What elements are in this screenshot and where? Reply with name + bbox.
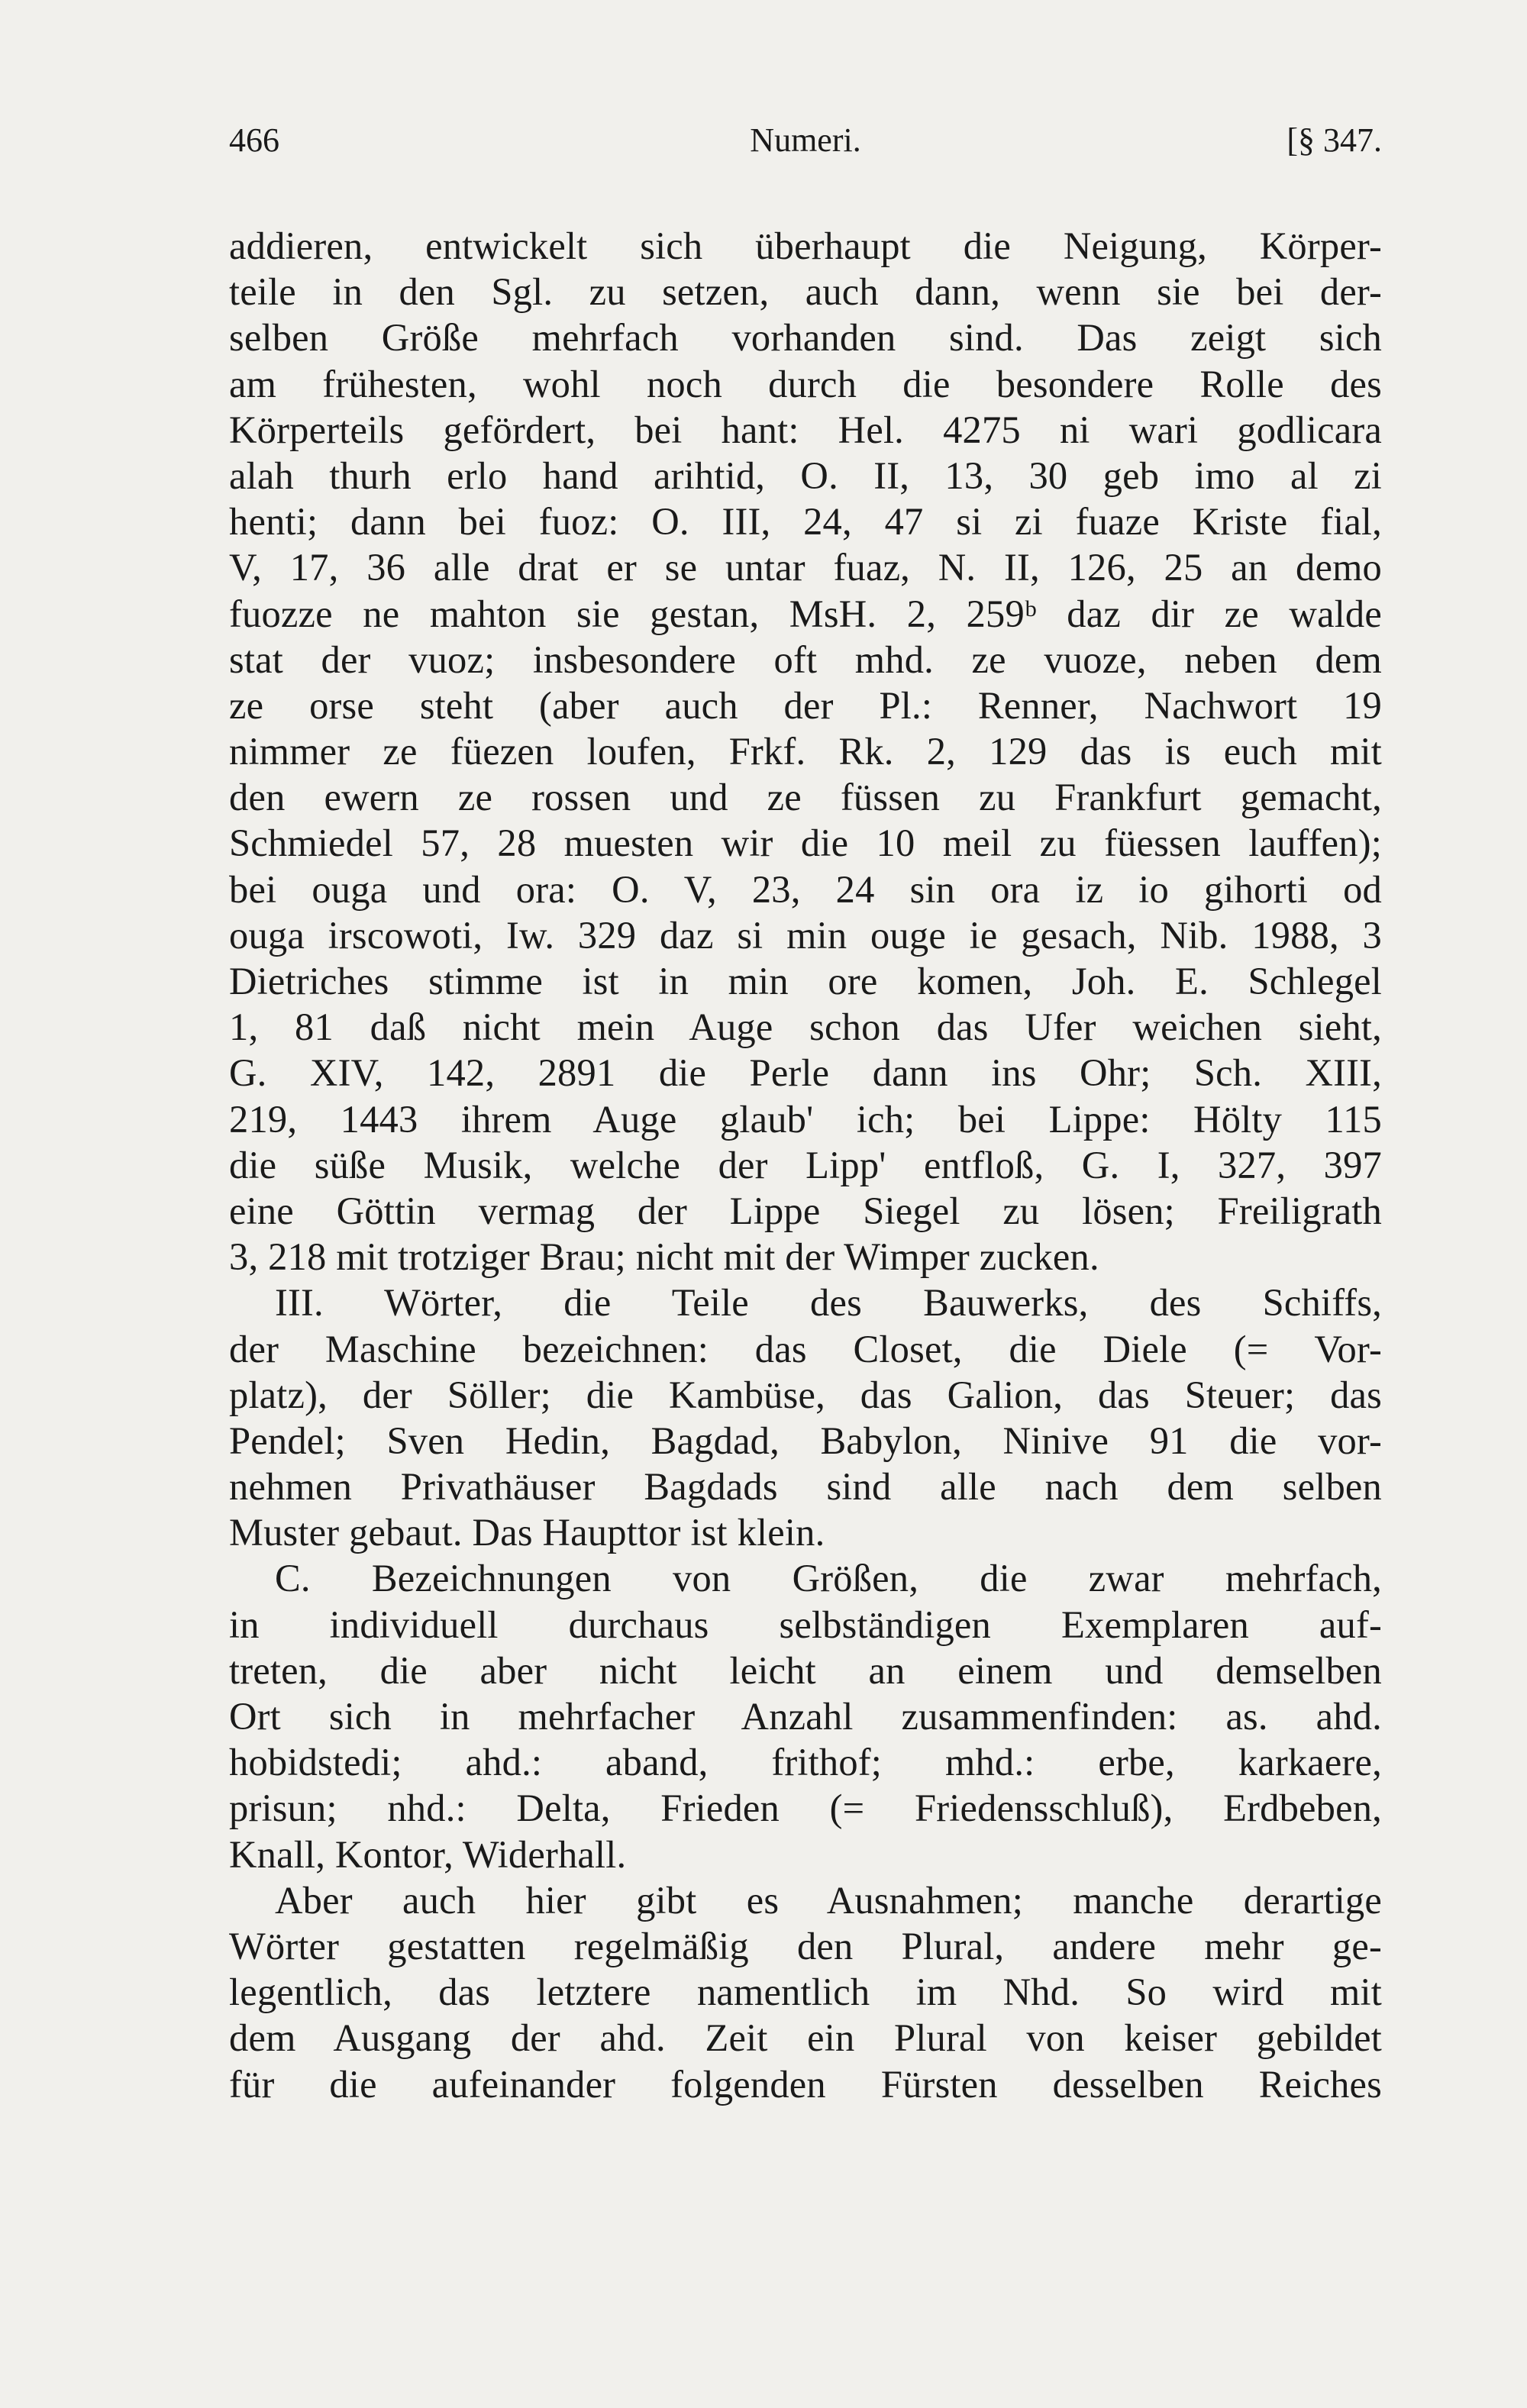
text-line: teile in den Sgl. zu setzen, auch dann, wenn sie bei der-	[229, 270, 1382, 314]
text-line: Dietriches stimme ist in min ore komen, Joh. E. Schlegel	[229, 960, 1382, 1002]
running-title: Numeri.	[750, 121, 861, 159]
text-line: für die aufeinander folgenden Fürsten desselben Reiches	[229, 2062, 1382, 2106]
text-line: Ort sich in mehrfacher Anzahl zusammenfinden: as. ahd.	[229, 1695, 1382, 1738]
text-line: Körperteils gefördert, bei hant: Hel. 4275 ni wari godlicara	[229, 408, 1382, 451]
text-line: addieren, entwickelt sich überhaupt die Neigung, Körper-	[229, 224, 1382, 267]
text-line: Aber auch hier gibt es Ausnahmen; manche derartige	[275, 1878, 1382, 1922]
text-line: G. XIV, 142, 2891 die Perle dann ins Ohr; Sch. XIII,	[229, 1051, 1382, 1095]
text-line: stat der vuoz; insbesondere oft mhd. ze vuoze, neben dem	[229, 638, 1382, 681]
text-line: nimmer ze füezen loufen, Frkf. Rk. 2, 129 das is euch mit	[229, 730, 1382, 773]
text-line: nehmen Privathäuser Bagdads sind alle nach dem selben	[229, 1465, 1382, 1509]
text-line: legentlich, das letztere namentlich im Nhd. So wird mit	[229, 1971, 1382, 2014]
text-line: treten, die aber nicht leicht an einem und demselben	[229, 1648, 1382, 1692]
text-line: Muster gebaut. Das Haupttor ist klein.	[229, 1511, 825, 1554]
text-line: V, 17, 36 alle drat er se untar fuaz, N. II, 126, 25 an demo	[229, 546, 1382, 589]
text-line: prisun; nhd.: Delta, Frieden (= Friedensschluß), Erdbeben,	[229, 1787, 1382, 1830]
text-line: den ewern ze rossen und ze füssen zu Frankfurt gemacht,	[229, 776, 1382, 819]
text-line: selben Größe mehrfach vorhanden sind. Das zeigt sich	[229, 316, 1382, 360]
text-line: der Maschine bezeichnen: das Closet, die Diele (= Vor-	[229, 1327, 1382, 1370]
text-line: eine Göttin vermag der Lippe Siegel zu lösen; Freiligrath	[229, 1189, 1382, 1232]
text-line: in individuell durchaus selbständigen Exemplaren auf-	[229, 1603, 1382, 1646]
text-line: 3, 218 mit trotziger Brau; nicht mit der Wimper zucken.	[229, 1235, 1099, 1279]
text-line: III. Wörter, die Teile des Bauwerks, des Schiffs,	[275, 1281, 1382, 1325]
text-line: henti; dann bei fuoz: O. III, 24, 47 si zi fuaze Kriste fial,	[229, 500, 1382, 544]
text-line: Pendel; Sven Hedin, Bagdad, Babylon, Ninive 91 die vor-	[229, 1419, 1382, 1462]
page-number: 466	[229, 121, 279, 159]
text-line: alah thurh erlo hand arihtid, O. II, 13, 30 geb imo al zi	[229, 454, 1382, 497]
page	[229, 107, 1382, 2107]
text-line: ouga irscowoti, Iw. 329 daz si min ouge ie gesach, Nib. 1988, 3	[229, 913, 1382, 957]
text-line: 1, 81 daß nicht mein Auge schon das Ufer weichen sieht,	[229, 1005, 1382, 1049]
text-line: bei ouga und ora: O. V, 23, 24 sin ora iz io gihorti od	[229, 867, 1382, 911]
text-line: die süße Musik, welche der Lipp' entfloß, G. I, 327, 397	[229, 1143, 1382, 1186]
text-line: dem Ausgang der ahd. Zeit ein Plural von keiser gebildet	[229, 2016, 1382, 2060]
text-line: am frühesten, wohl noch durch die besondere Rolle des	[229, 362, 1382, 405]
text-line: fuozze ne mahton sie gestan, MsH. 2, 259ᵇ daz dir ze walde	[229, 592, 1382, 635]
body-text	[229, 223, 1382, 2107]
section-marker: [§ 347.	[1286, 121, 1382, 159]
text-line: Knall, Kontor, Widerhall.	[229, 1832, 627, 1876]
running-header	[229, 107, 1382, 160]
text-line: platz), der Söller; die Kambüse, das Galion, das Steuer; das	[229, 1373, 1382, 1416]
text-line: hobidstedi; ahd.: aband, frithof; mhd.: erbe, karkaere,	[229, 1741, 1382, 1784]
text-line: ze orse steht (aber auch der Pl.: Renner, Nachwort 19	[229, 683, 1382, 727]
text-line: Schmiedel 57, 28 muesten wir die 10 meil zu füessen lauffen);	[229, 821, 1382, 865]
text-line: C. Bezeichnungen von Größen, die zwar mehrfach,	[275, 1557, 1382, 1600]
text-line: Wörter gestatten regelmäßig den Plural, andere mehr ge-	[229, 1924, 1382, 1967]
text-line: 219, 1443 ihrem Auge glaub' ich; bei Lippe: Hölty 115	[229, 1097, 1382, 1141]
